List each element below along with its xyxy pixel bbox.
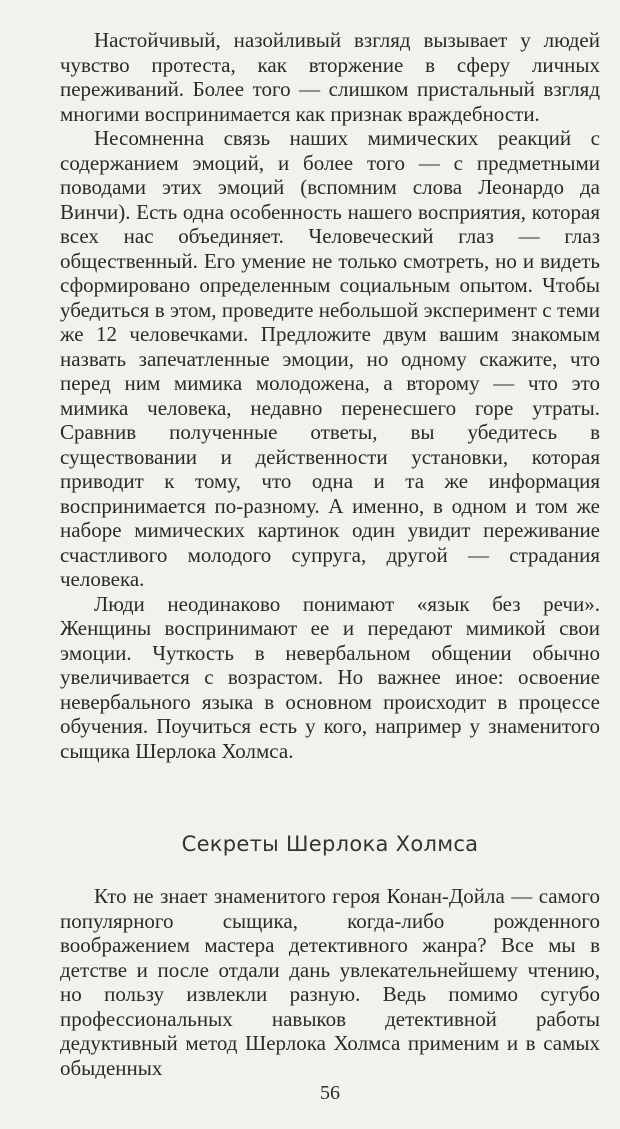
- main-text-top: [60, 28, 600, 763]
- paragraph: Несомненна связь наших мимических реакций с содержанием эмоций, и более того — с предметными поводами этих эмоций (вспомним слова Леонардо да Винчи). Есть одна особенность нашего восприятия, которая всех нас объединяет. Человеческий глаз — глаз общественный. Его умение не только смотреть, но и видеть сформировано определенным социальным опытом. Чтобы убедиться в этом, проведите небольшой эксперимент с теми же 12 человечками. Предложите двум вашим знакомым назвать запечатленные эмоции, но одному скажите, что перед ним мимика молодожена, а второму — что это мимика человека, недавно перенесшего горе утраты. Сравнив полученные ответы, вы убедитесь в существовании и действенности установки, которая приводит к тому, что одна и та же информация воспринимается по-разному. А именно, в одном и том же наборе мимических картинок один увидит переживание счастливого молодого супруга, другой — страдания человека.: [60, 126, 600, 591]
- paragraph: Люди неодинаково понимают «язык без речи». Женщины воспринимают ее и передают мимикой свои эмоции. Чуткость в невербальном общении обычно увеличивается с возрастом. Но важнее иное: освоение невербального языка в основном происходит в процессе обучения. Поучиться есть у кого, например у знаменитого сыщика Шерлока Холмса.: [60, 591, 600, 763]
- main-text-bottom: [60, 884, 600, 1080]
- paragraph: Кто не знает знаменитого героя Конан-Дойла — самого популярного сыщика, когда-либо рожденного воображением мастера детективного жанра? Все мы в детстве и после отдали дань увлекательнейшему чтению, но пользу извлекли разную. Ведь помимо сугубо профессиональных навыков детективной работы дедуктивный метод Шерлока Холмса применим и в самых обыденных: [60, 884, 600, 1080]
- paragraph: Настойчивый, назойливый взгляд вызывает у людей чувство протеста, как вторжение в сферу личных переживаний. Более того — слишком пристальный взгляд многими воспринимается как признак враждебности.: [60, 28, 600, 126]
- section-heading: Секреты Шерлока Холмса: [181, 832, 479, 856]
- page-number: 56: [320, 1082, 340, 1104]
